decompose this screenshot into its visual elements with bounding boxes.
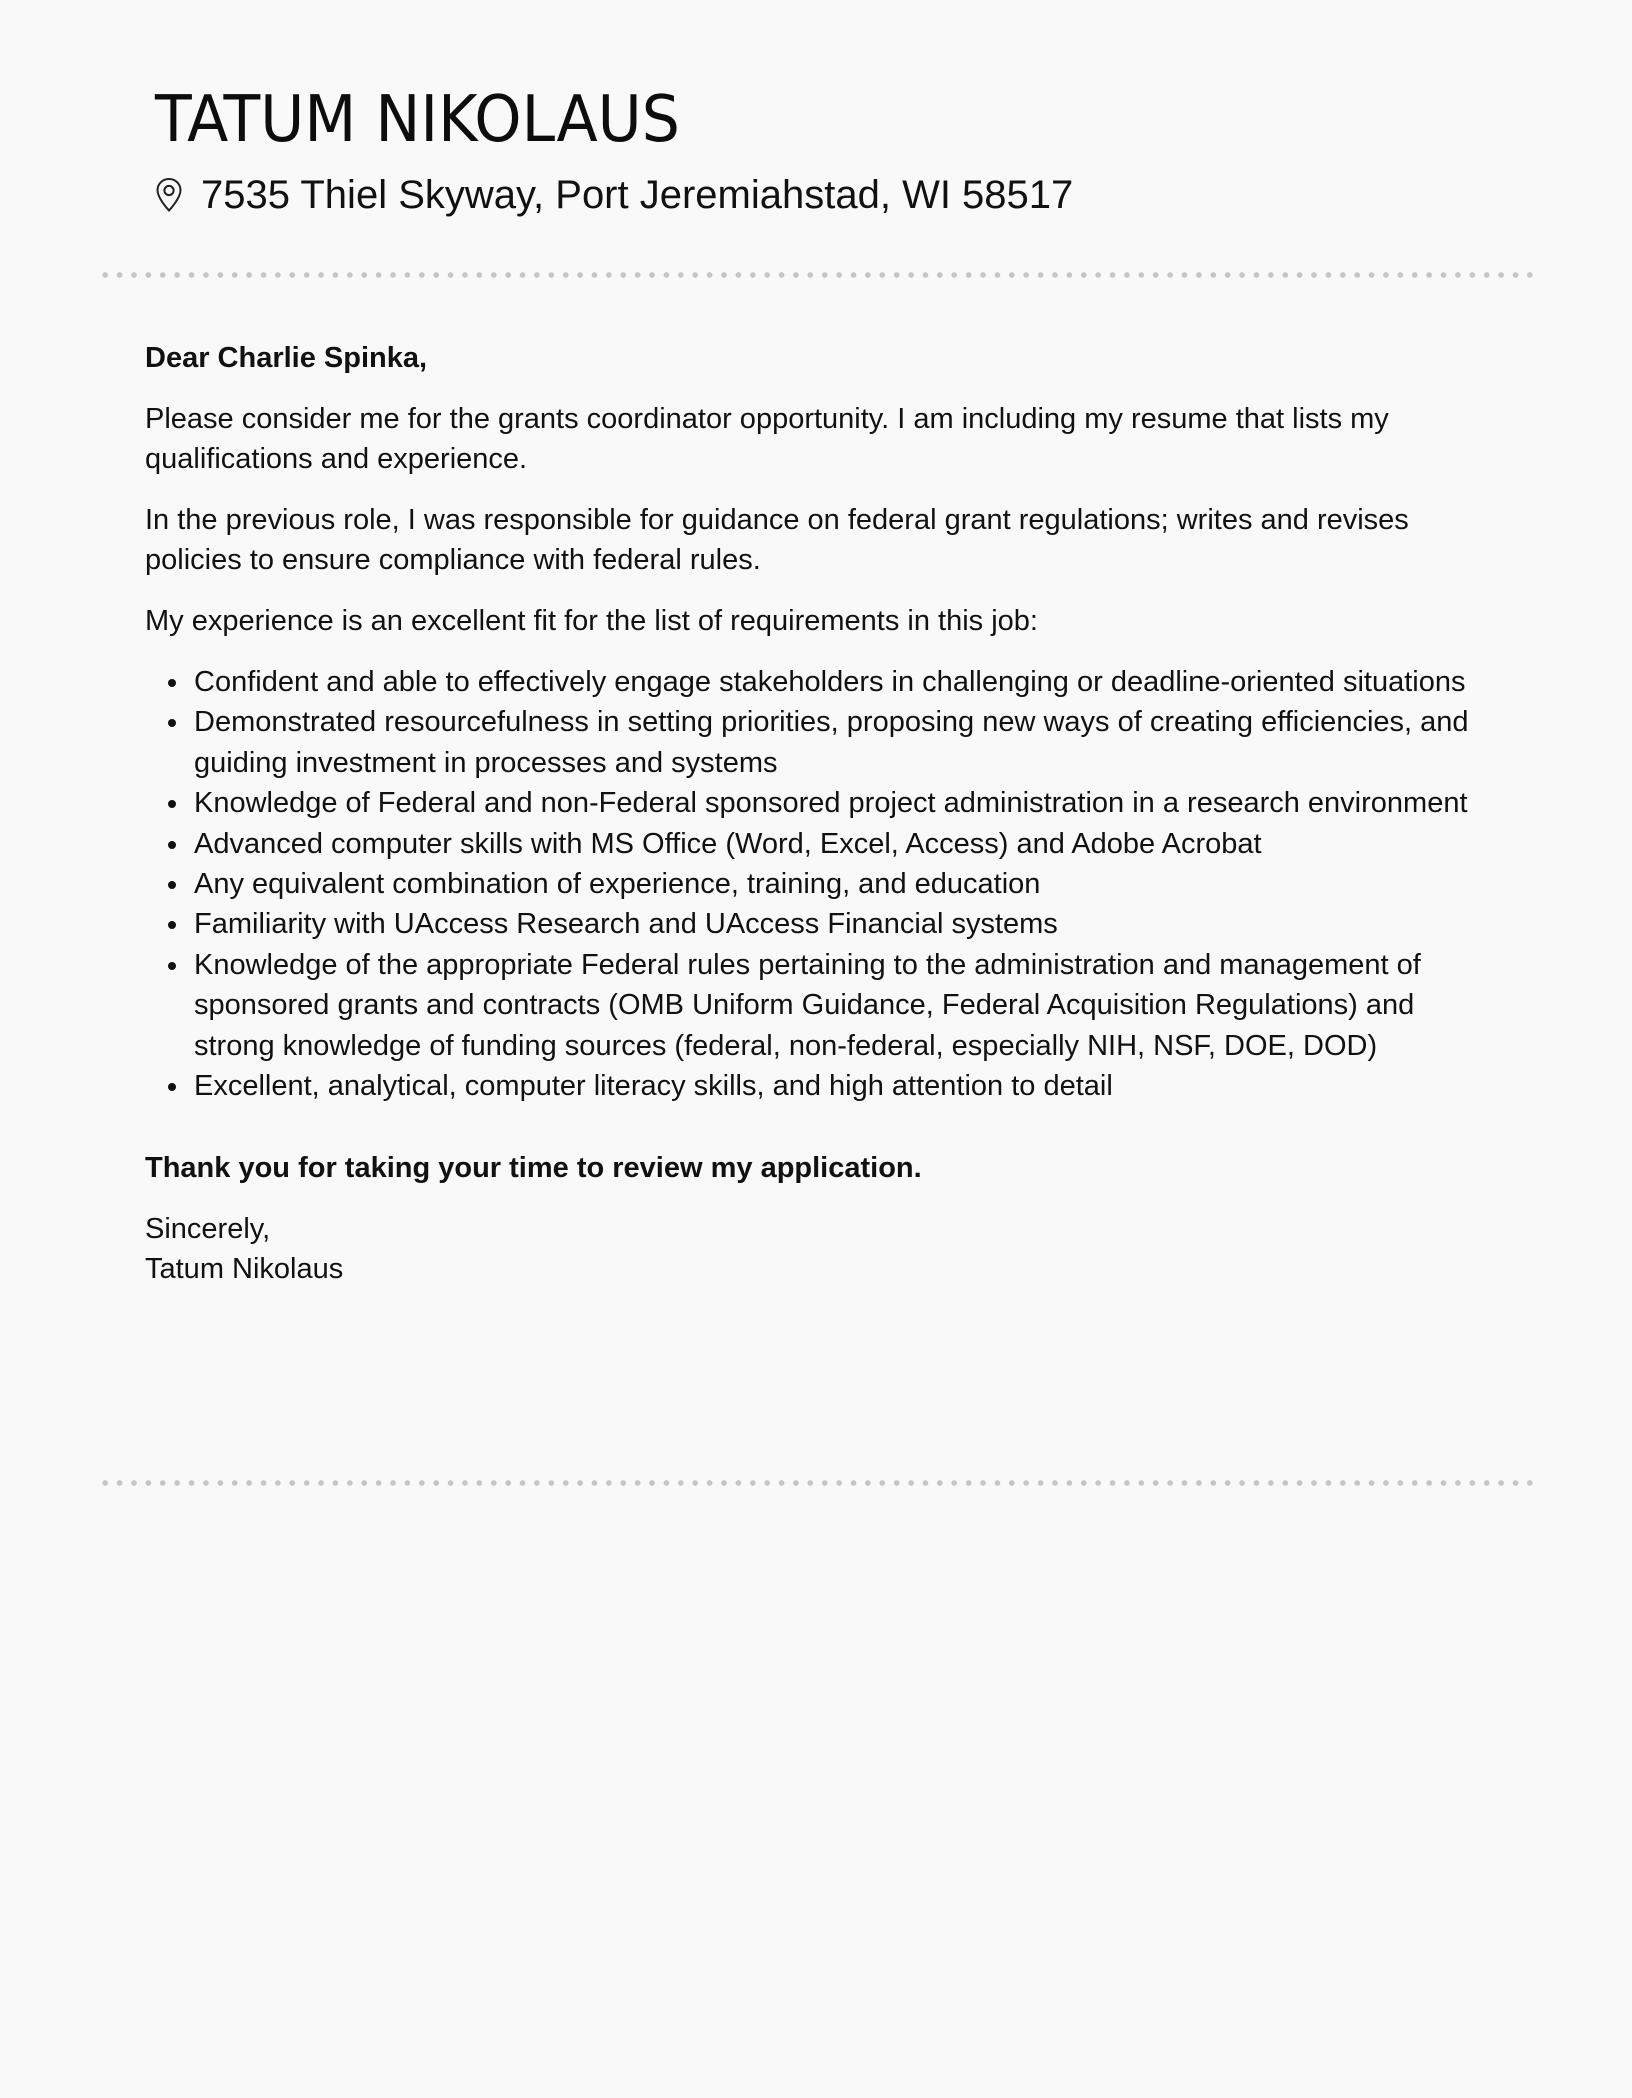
list-item: Knowledge of Federal and non-Federal sponsored project administration in a research environment xyxy=(194,783,1495,823)
map-pin-icon xyxy=(155,177,183,213)
list-item: Familiarity with UAccess Research and UAccess Financial systems xyxy=(194,904,1495,944)
letter-header xyxy=(155,78,1495,220)
requirements-list xyxy=(145,662,1495,1106)
intro-paragraph: Please consider me for the grants coordinator opportunity. I am including my resume that lists my qualifications and experience. xyxy=(145,403,1389,475)
greeting: Dear Charlie Spinka, xyxy=(145,342,428,374)
applicant-name: TATUM NIKOLAUS xyxy=(155,83,680,157)
bottom-dotted-divider xyxy=(98,1480,1534,1486)
letter-body xyxy=(145,338,1495,1289)
applicant-address: 7535 Thiel Skyway, Port Jeremiahstad, WI 58517 xyxy=(201,173,1074,217)
list-item: Knowledge of the appropriate Federal rules pertaining to the administration and management of sponsored grants and contracts (OMB Uniform Guidance, Federal Acquisition Regulations) and strong knowledge of funding sources (federal, non-federal, especially NIH, NSF, DOE, DOD) xyxy=(194,945,1495,1066)
requirements-intro: My experience is an excellent fit for the list of requirements in this job: xyxy=(145,605,1038,637)
top-dotted-divider xyxy=(98,272,1534,278)
signoff: Sincerely, xyxy=(145,1213,271,1246)
address-row xyxy=(155,170,1495,220)
list-item: Any equivalent combination of experience, training, and education xyxy=(194,864,1495,904)
list-item: Demonstrated resourcefulness in setting priorities, proposing new ways of creating efficiencies, and guiding investment in processes and systems xyxy=(194,702,1495,783)
signature-name: Tatum Nikolaus xyxy=(145,1253,344,1286)
experience-paragraph: In the previous role, I was responsible for guidance on federal grant regulations; writes and revises policies to ensure compliance with federal rules. xyxy=(145,504,1409,576)
list-item: Confident and able to effectively engage stakeholders in challenging or deadline-oriented situations xyxy=(194,662,1495,702)
closing-statement: Thank you for taking your time to review my application. xyxy=(145,1152,922,1185)
list-item: Advanced computer skills with MS Office (Word, Excel, Access) and Adobe Acrobat xyxy=(194,824,1495,864)
list-item: Excellent, analytical, computer literacy skills, and high attention to detail xyxy=(194,1066,1495,1106)
